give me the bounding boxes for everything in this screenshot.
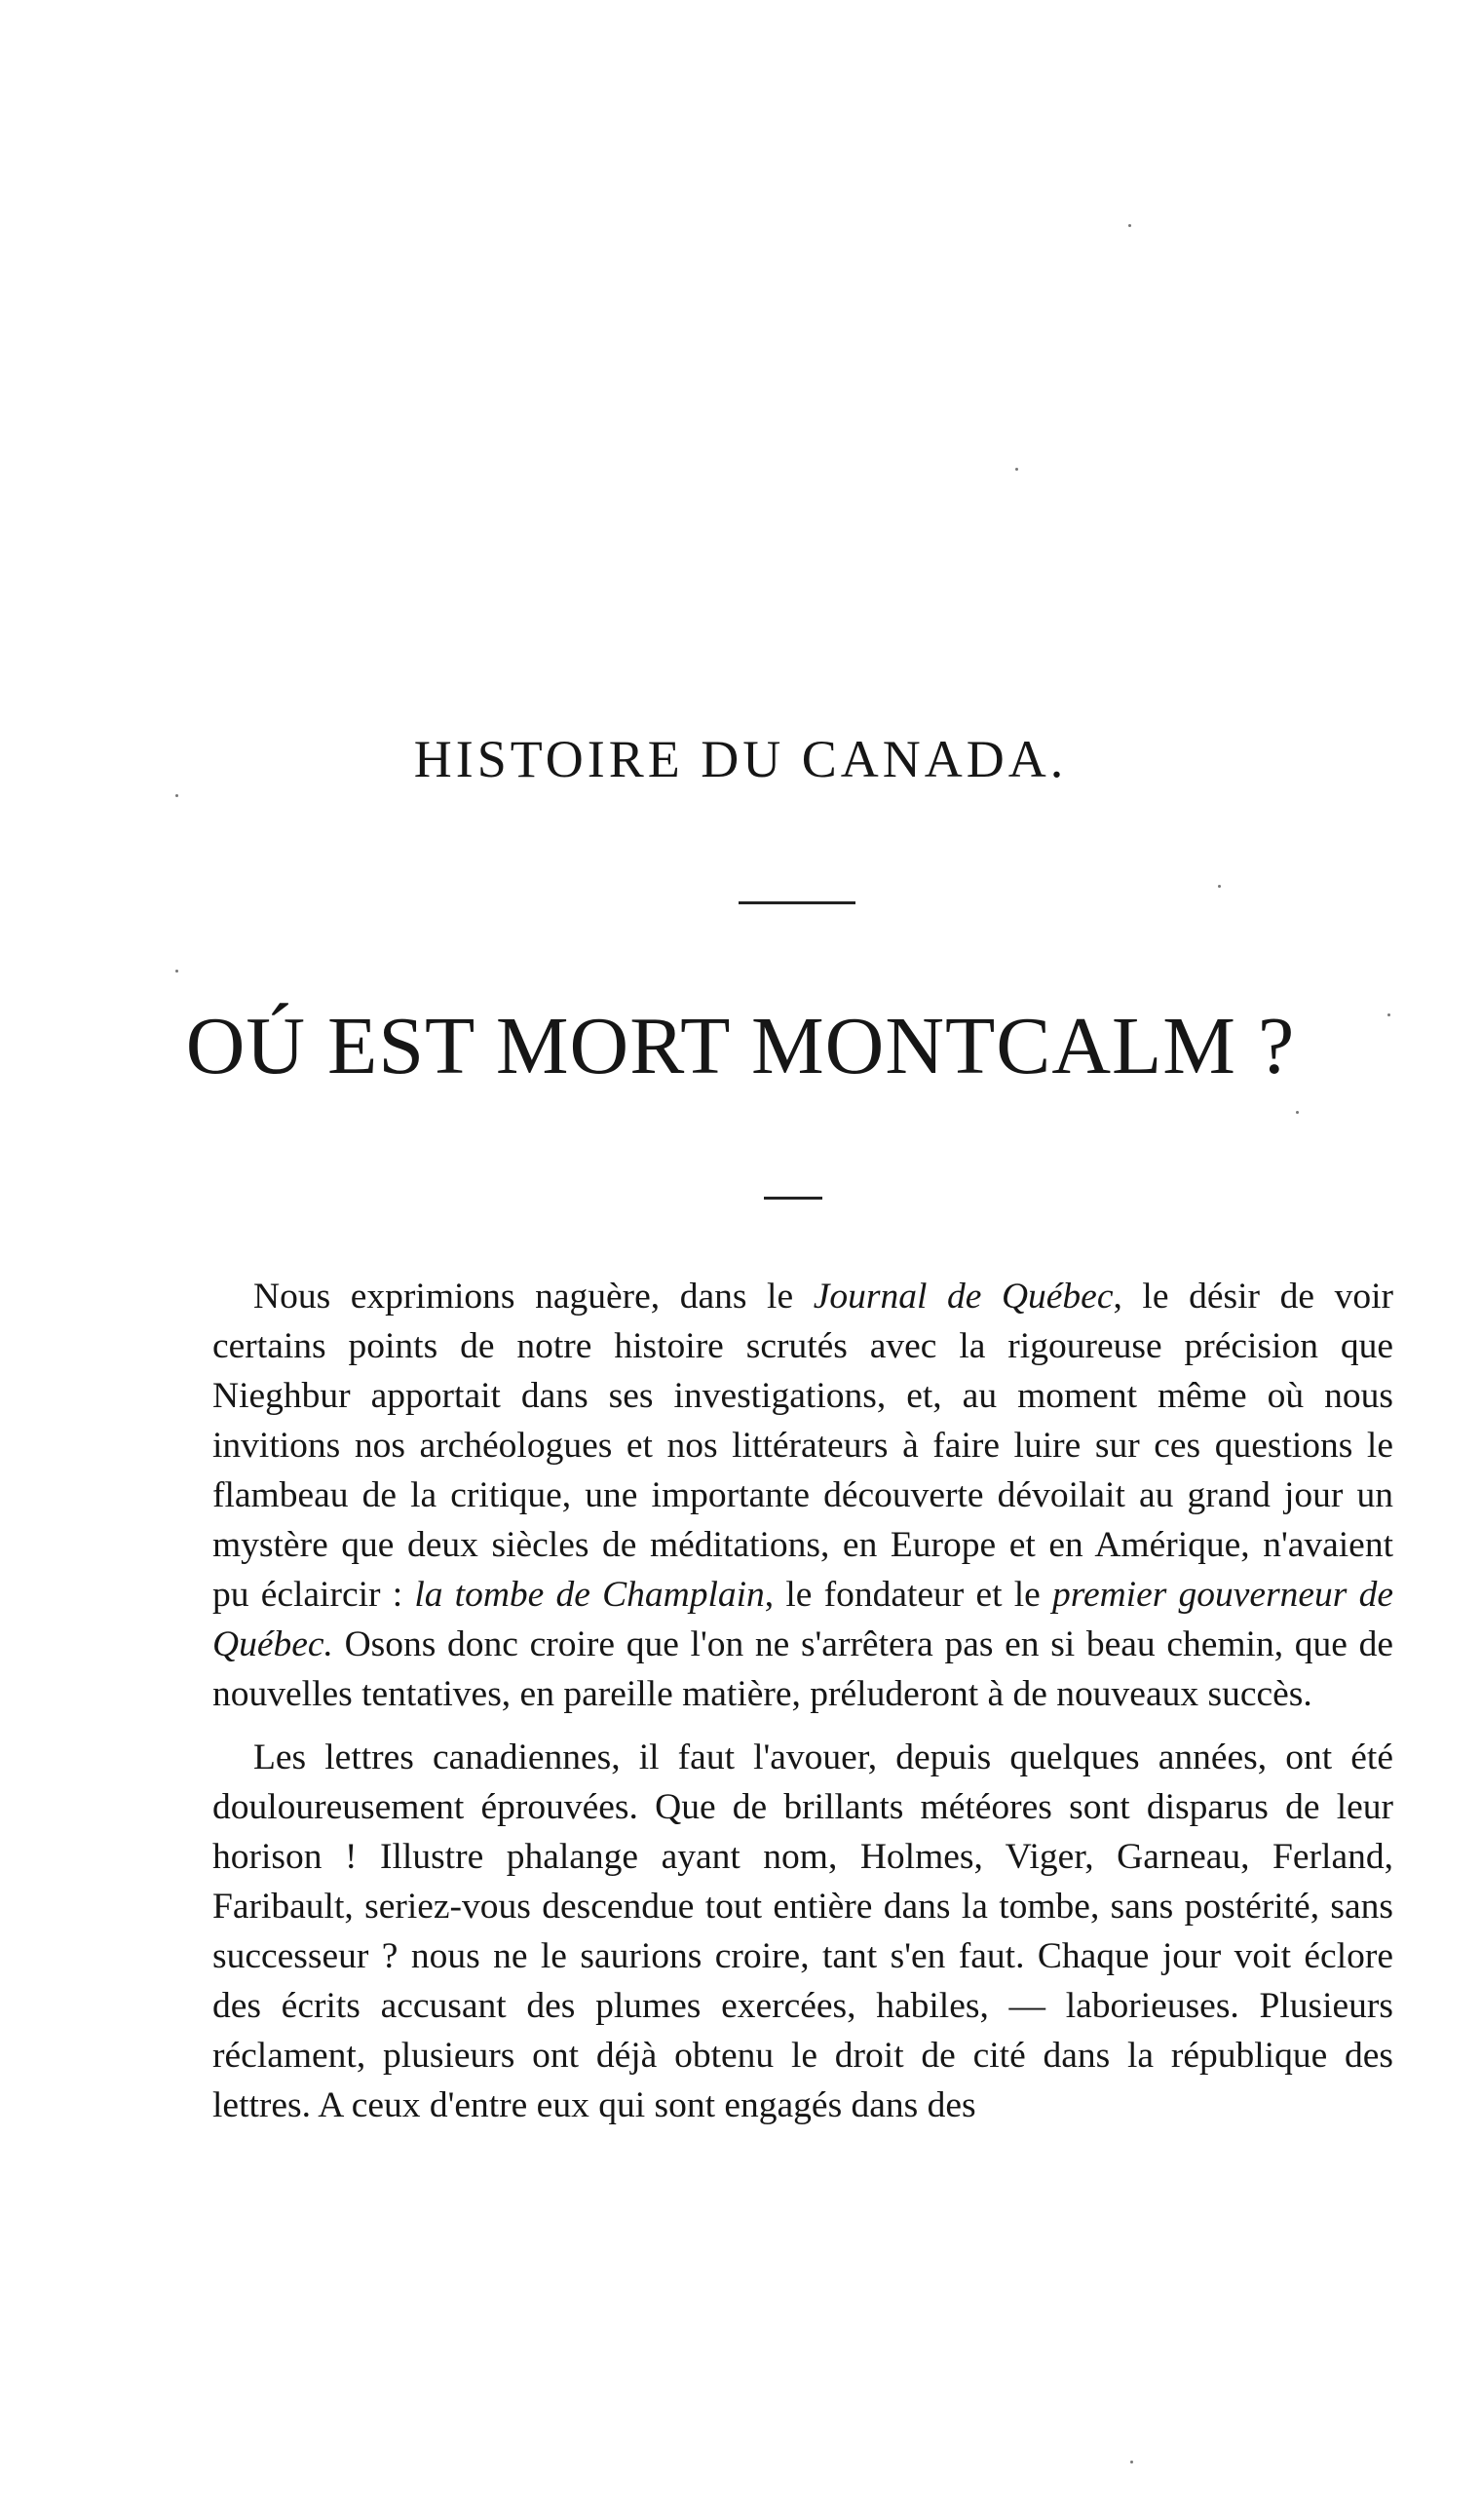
italic-run: premier gouverneur de Québec. bbox=[212, 1575, 1393, 1664]
title-rule-lower bbox=[764, 1197, 822, 1200]
italic-run: la tombe de Champlain bbox=[414, 1575, 765, 1615]
speck-mark bbox=[1296, 1111, 1299, 1114]
speck-mark bbox=[1128, 224, 1131, 227]
chapter-title: OÚ EST MORT MONTCALM ? bbox=[185, 1001, 1296, 1091]
italic-run: Journal de Québec bbox=[813, 1277, 1114, 1317]
title-rule-upper bbox=[739, 901, 855, 904]
speck-mark bbox=[175, 794, 178, 797]
speck-mark bbox=[1015, 468, 1018, 471]
paragraph-1 bbox=[212, 1272, 1393, 1719]
speck-mark bbox=[1130, 2461, 1133, 2463]
speck-mark bbox=[175, 970, 178, 973]
body-text bbox=[212, 1272, 1393, 2144]
text-run: Osons donc croire que l'on ne s'arrêtera pas en si beau chemin, que de nouvelles tentatives, en pareille matière, préluderont à de nouveaux succès. bbox=[212, 1624, 1393, 1714]
speck-mark bbox=[1218, 885, 1221, 888]
paragraph-2: Les lettres canadiennes, il faut l'avouer, depuis quelques années, ont été douloureusement éprouvées. Que de brillants météores sont disparus de leur horison ! Illustre phalange ayant nom, Holmes, Viger, Garneau, Ferland, Faribault, seriez-vous descendue tout entière dans la tombe, sans postérité, sans successeur ? nous ne le saurions croire, tant s'en faut. Chaque jour voit éclore des écrits accusant des plumes exercées, habiles, — laborieuses. Plusieurs réclament, plusieurs ont déjà obtenu le droit de cité dans la république des lettres. A ceux d'entre eux qui sont engagés dans des bbox=[212, 1737, 1393, 2125]
text-run: , le désir de voir certains points de notre histoire scrutés avec la rigoureuse précision que Nieghbur apportait dans ses investigations, et, au moment même où nous invitions nos archéologues et nos littérateurs à faire luire sur ces questions le flambeau de la critique, une importante découverte dévoilait au grand jour un mystère que deux siècles de méditations, en Europe et en Amérique, n'avaient pu éclaircir : bbox=[212, 1277, 1393, 1615]
text-run: , le fondateur et le bbox=[764, 1575, 1052, 1615]
text-run: Nous exprimions naguère, dans le bbox=[253, 1277, 814, 1317]
section-title: HISTOIRE DU CANADA. bbox=[413, 730, 1068, 788]
